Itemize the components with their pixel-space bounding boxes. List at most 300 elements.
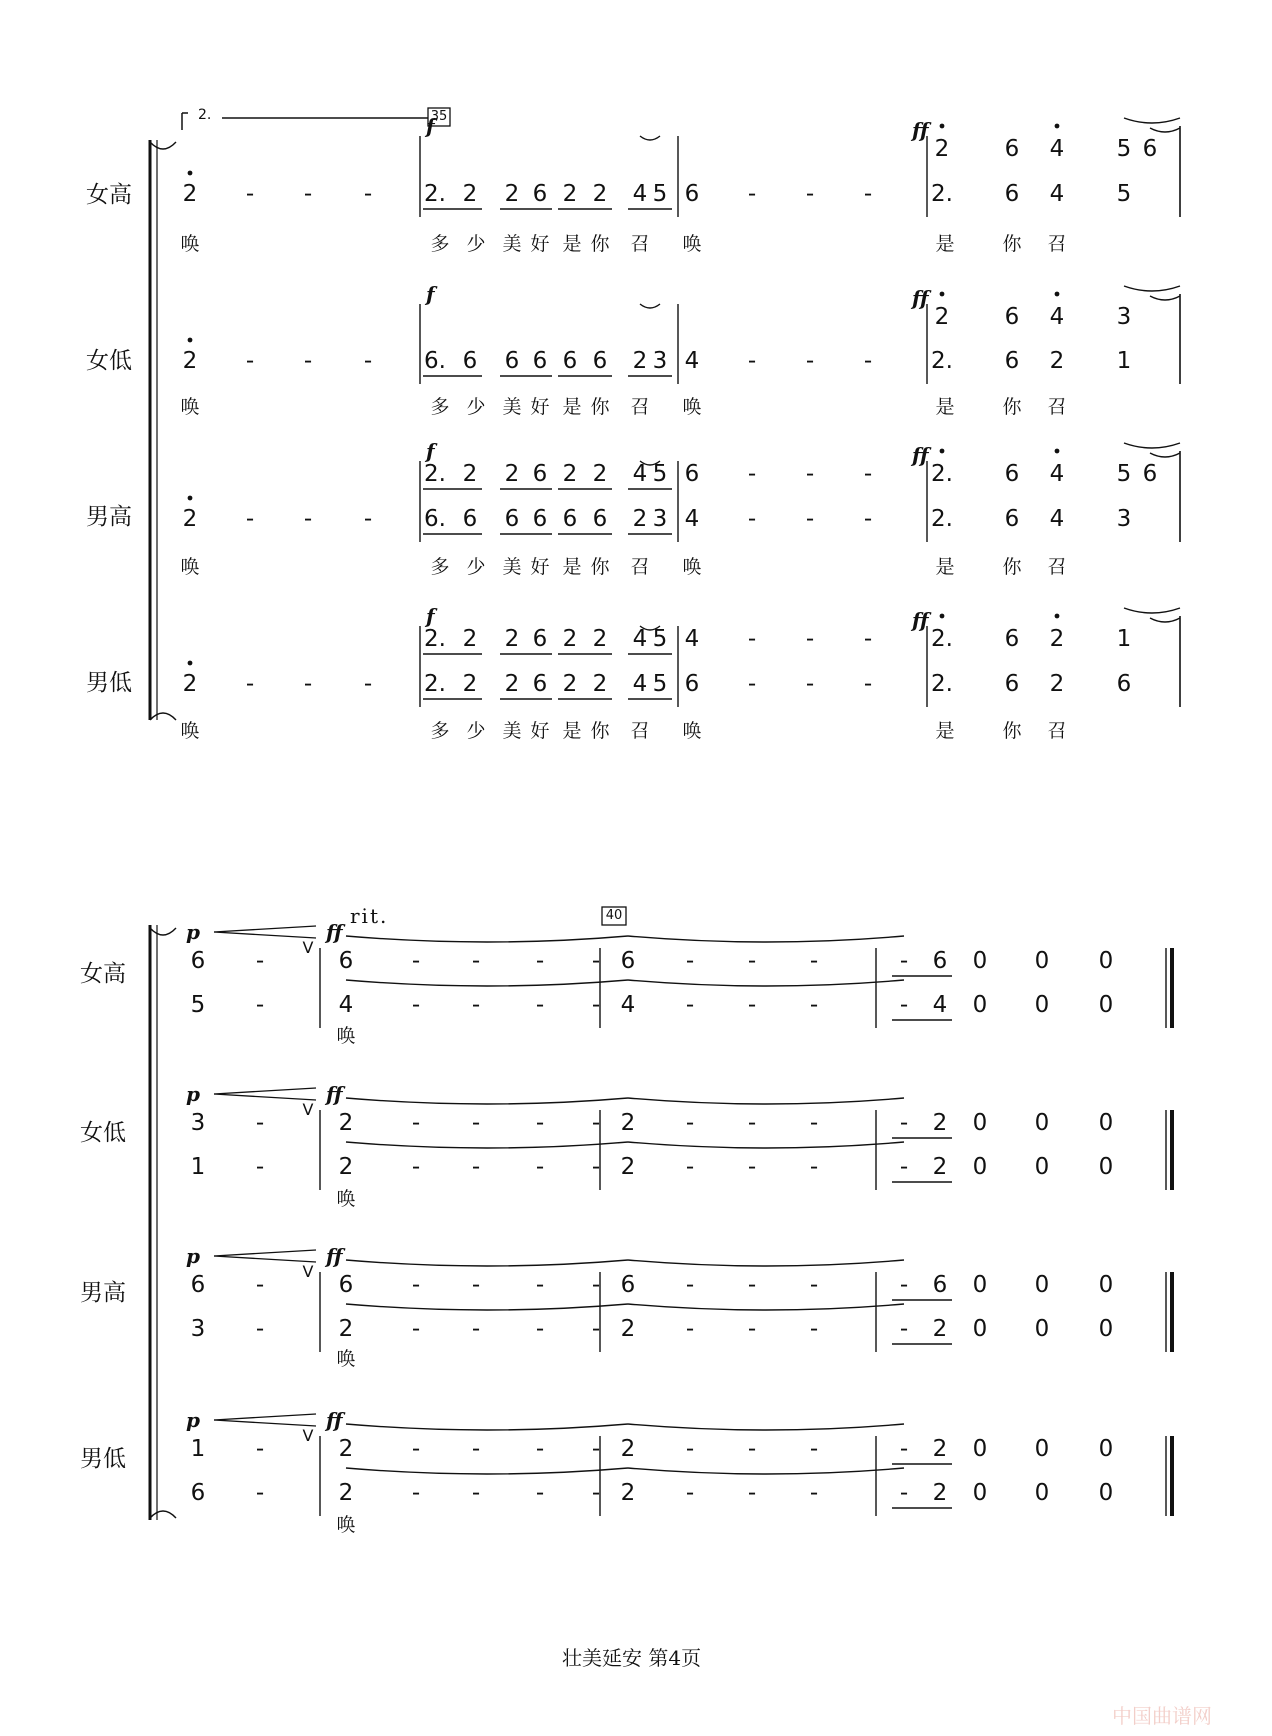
part-label: 女低 <box>86 348 132 374</box>
octave-dot-high <box>940 124 945 129</box>
note: - <box>899 1480 909 1506</box>
slur <box>640 136 660 140</box>
note: - <box>471 948 481 974</box>
note: 6 <box>190 1480 206 1506</box>
note: - <box>809 948 819 974</box>
note: - <box>747 348 757 374</box>
note: 2 <box>562 461 578 487</box>
lyric-char: 是 <box>562 720 582 742</box>
note: - <box>863 671 873 697</box>
crescendo-hairpin <box>214 926 316 932</box>
note: 2 <box>504 181 520 207</box>
note: - <box>809 992 819 1018</box>
tie <box>346 1260 628 1266</box>
note: - <box>747 1272 757 1298</box>
note: 2 <box>620 1480 636 1506</box>
note: 2 <box>462 626 478 652</box>
tie <box>1124 608 1180 613</box>
octave-dot-high <box>1055 292 1060 297</box>
note: - <box>899 1154 909 1180</box>
note: 6 <box>620 948 636 974</box>
note: 0 <box>1098 1436 1114 1462</box>
note: 5 <box>652 671 668 697</box>
note: 6 <box>1004 304 1020 330</box>
note: 6 <box>1004 136 1020 162</box>
note: 2. <box>424 626 446 652</box>
note: 5 <box>1116 181 1132 207</box>
note: 4 <box>932 992 948 1018</box>
note: 6 <box>1116 671 1132 697</box>
note: - <box>899 1436 909 1462</box>
tie <box>628 936 904 942</box>
note: - <box>863 461 873 487</box>
dynamic-mark: p <box>186 1244 200 1268</box>
note: - <box>245 181 255 207</box>
note: 2 <box>932 1316 948 1342</box>
lyric-char: 好 <box>530 720 550 742</box>
lyric-char: 召 <box>630 233 650 255</box>
lyric-char: 美 <box>502 396 522 418</box>
note: - <box>809 1436 819 1462</box>
note: 6 <box>532 626 548 652</box>
lyric-char: 你 <box>590 720 610 742</box>
note: - <box>747 992 757 1018</box>
lyric-char: 是 <box>935 556 955 578</box>
note: - <box>411 992 421 1018</box>
lyric-char: 唤 <box>682 396 702 418</box>
note: 0 <box>972 948 988 974</box>
crescendo-hairpin <box>214 1256 316 1262</box>
lyric-char: 你 <box>590 233 610 255</box>
note: 2 <box>338 1154 354 1180</box>
note: 0 <box>972 992 988 1018</box>
lyric-char: 你 <box>590 556 610 578</box>
note: - <box>303 181 313 207</box>
note: - <box>245 671 255 697</box>
note: - <box>411 1436 421 1462</box>
tie <box>1150 453 1180 457</box>
note: - <box>471 1480 481 1506</box>
note: 2 <box>182 506 198 532</box>
note: - <box>685 948 695 974</box>
note: 0 <box>972 1480 988 1506</box>
note: 2 <box>462 461 478 487</box>
note: - <box>411 948 421 974</box>
note: 2 <box>932 1480 948 1506</box>
note: 3 <box>190 1316 206 1342</box>
note: - <box>255 1480 265 1506</box>
note: 1 <box>190 1436 206 1462</box>
note: - <box>747 626 757 652</box>
note: 2 <box>1049 671 1065 697</box>
lyric-char: 唤 <box>682 556 702 578</box>
note: - <box>255 992 265 1018</box>
tie <box>628 1142 904 1148</box>
crescendo-hairpin <box>214 1414 316 1420</box>
note: 0 <box>1098 948 1114 974</box>
rehearsal-mark: 40 <box>605 908 623 923</box>
note: - <box>809 1154 819 1180</box>
note: - <box>255 1272 265 1298</box>
note: - <box>535 1436 545 1462</box>
lyric-char: 是 <box>935 233 955 255</box>
note: 5 <box>1116 136 1132 162</box>
volta-number: 2. <box>198 107 212 123</box>
note: 0 <box>1034 1480 1050 1506</box>
note: 4 <box>632 671 648 697</box>
note: 2 <box>504 626 520 652</box>
note: 3 <box>652 348 668 374</box>
note: - <box>411 1480 421 1506</box>
dynamic-mark: f <box>426 282 435 306</box>
dynamic-mark: p <box>186 920 200 944</box>
note: 0 <box>972 1154 988 1180</box>
note: 6 <box>532 181 548 207</box>
note: 2 <box>1049 626 1065 652</box>
note: - <box>591 948 601 974</box>
lyric-char: 美 <box>502 720 522 742</box>
note: 6 <box>338 948 354 974</box>
note: - <box>245 506 255 532</box>
part-label: 男低 <box>86 670 132 696</box>
note: 6 <box>338 1272 354 1298</box>
note: 2 <box>592 671 608 697</box>
note: 2 <box>504 461 520 487</box>
note: 0 <box>1034 1316 1050 1342</box>
note: 6 <box>1142 136 1158 162</box>
breath-mark: V <box>302 1262 314 1281</box>
lyric-char: 唤 <box>180 720 200 742</box>
lyric-char: 召 <box>630 556 650 578</box>
bracket-curl <box>150 1511 176 1518</box>
octave-dot-high <box>1055 614 1060 619</box>
note: 6 <box>684 671 700 697</box>
note: - <box>255 948 265 974</box>
note: 2 <box>934 304 950 330</box>
part-label: 女高 <box>86 182 132 208</box>
note: 2. <box>931 181 953 207</box>
note: - <box>747 1154 757 1180</box>
note: 4 <box>620 992 636 1018</box>
lyric-char: 你 <box>1002 720 1022 742</box>
note: - <box>471 1154 481 1180</box>
note: 6 <box>932 948 948 974</box>
note: 2 <box>592 461 608 487</box>
tie <box>628 980 904 986</box>
crescendo-hairpin <box>214 1420 316 1426</box>
breath-mark: V <box>302 1100 314 1119</box>
lyric-char: 好 <box>530 556 550 578</box>
note: 2 <box>338 1436 354 1462</box>
note: 0 <box>1098 1272 1114 1298</box>
note: - <box>591 992 601 1018</box>
lyric-char: 唤 <box>180 233 200 255</box>
note: 6 <box>1004 461 1020 487</box>
note: 2. <box>931 506 953 532</box>
note: 2 <box>620 1110 636 1136</box>
lyric-char: 召 <box>1047 556 1067 578</box>
note: - <box>591 1316 601 1342</box>
tie <box>1150 618 1180 622</box>
part-label: 男高 <box>80 1280 126 1306</box>
note: - <box>471 1110 481 1136</box>
note: 2. <box>931 626 953 652</box>
note: 2 <box>338 1480 354 1506</box>
lyric-char: 美 <box>502 233 522 255</box>
octave-dot-high <box>188 661 193 666</box>
note: 0 <box>972 1436 988 1462</box>
lyric-char: 多 <box>430 396 450 418</box>
note: - <box>805 626 815 652</box>
note: 2 <box>338 1110 354 1136</box>
page-footer: 壮美延安 第4页 <box>562 1646 702 1670</box>
note: - <box>411 1272 421 1298</box>
note: 4 <box>684 626 700 652</box>
note: - <box>591 1154 601 1180</box>
note: - <box>255 1154 265 1180</box>
note: - <box>899 992 909 1018</box>
note: - <box>685 1316 695 1342</box>
note: - <box>245 348 255 374</box>
note: - <box>411 1110 421 1136</box>
note: 2 <box>592 626 608 652</box>
note: 0 <box>1098 1316 1114 1342</box>
note: 6 <box>504 348 520 374</box>
note: 6 <box>1004 181 1020 207</box>
note: 0 <box>1034 1272 1050 1298</box>
note: 6. <box>424 506 446 532</box>
lyric-char: 你 <box>1002 396 1022 418</box>
note: 4 <box>632 181 648 207</box>
note: - <box>805 348 815 374</box>
lyric-char: 唤 <box>180 556 200 578</box>
note: - <box>303 348 313 374</box>
note: - <box>303 506 313 532</box>
note: 2 <box>632 348 648 374</box>
note: - <box>685 992 695 1018</box>
note: 6 <box>1142 461 1158 487</box>
note: 6 <box>532 671 548 697</box>
note: - <box>471 1316 481 1342</box>
breath-mark: V <box>302 1426 314 1445</box>
lyric-char: 少 <box>466 720 486 742</box>
note: 0 <box>1034 1436 1050 1462</box>
note: - <box>809 1110 819 1136</box>
note: - <box>535 1110 545 1136</box>
note: 2 <box>562 181 578 207</box>
note: - <box>899 1272 909 1298</box>
note: 4 <box>684 348 700 374</box>
lyric-char: 是 <box>562 396 582 418</box>
note: 3 <box>1116 304 1132 330</box>
lyric-char: 唤 <box>336 1348 356 1370</box>
tie <box>1124 443 1180 448</box>
note: 2 <box>182 181 198 207</box>
note: - <box>363 181 373 207</box>
note: 2 <box>504 671 520 697</box>
note: 2 <box>562 671 578 697</box>
bracket-curl <box>150 713 176 720</box>
note: - <box>747 506 757 532</box>
bracket-curl <box>150 142 176 149</box>
note: - <box>747 181 757 207</box>
note: - <box>411 1154 421 1180</box>
note: 0 <box>1098 992 1114 1018</box>
lyric-char: 召 <box>1047 396 1067 418</box>
lyric-char: 多 <box>430 720 450 742</box>
note: - <box>863 626 873 652</box>
note: 4 <box>632 626 648 652</box>
note: 0 <box>1098 1154 1114 1180</box>
note: - <box>411 1316 421 1342</box>
note: - <box>363 506 373 532</box>
octave-dot-high <box>940 449 945 454</box>
note: - <box>685 1154 695 1180</box>
lyric-char: 少 <box>466 556 486 578</box>
note: 2 <box>932 1110 948 1136</box>
note: 4 <box>338 992 354 1018</box>
lyric-char: 美 <box>502 556 522 578</box>
note: 3 <box>190 1110 206 1136</box>
tie <box>346 1424 628 1430</box>
note: - <box>863 181 873 207</box>
note: 6. <box>424 348 446 374</box>
note: - <box>747 1480 757 1506</box>
dynamic-mark: ff <box>326 1244 343 1268</box>
note: - <box>747 948 757 974</box>
note: - <box>535 1272 545 1298</box>
crescendo-hairpin <box>214 932 316 938</box>
lyric-char: 少 <box>466 233 486 255</box>
tie <box>346 936 628 942</box>
octave-dot-high <box>940 614 945 619</box>
note: - <box>535 1480 545 1506</box>
note: - <box>899 1110 909 1136</box>
note: 2. <box>424 181 446 207</box>
note: 2 <box>182 348 198 374</box>
note: 2 <box>462 671 478 697</box>
note: - <box>747 1110 757 1136</box>
note: - <box>809 1480 819 1506</box>
note: - <box>471 1436 481 1462</box>
note: 0 <box>1034 1110 1050 1136</box>
note: 4 <box>1049 461 1065 487</box>
note: - <box>255 1110 265 1136</box>
note: - <box>685 1480 695 1506</box>
tie <box>346 980 628 986</box>
note: 6 <box>190 1272 206 1298</box>
note: 6 <box>932 1272 948 1298</box>
dynamic-mark: ff <box>326 920 343 944</box>
note: - <box>255 1316 265 1342</box>
note: - <box>591 1436 601 1462</box>
note: 1 <box>1116 348 1132 374</box>
note: 6 <box>1004 671 1020 697</box>
note: 5 <box>190 992 206 1018</box>
octave-dot-high <box>188 171 193 176</box>
note: 6 <box>462 348 478 374</box>
note: - <box>685 1110 695 1136</box>
note: 6 <box>532 348 548 374</box>
tie <box>1124 286 1180 291</box>
note: 0 <box>972 1272 988 1298</box>
lyric-char: 召 <box>630 396 650 418</box>
note: 5 <box>1116 461 1132 487</box>
note: - <box>591 1272 601 1298</box>
breath-mark: V <box>302 938 314 957</box>
note: - <box>471 992 481 1018</box>
note: 0 <box>1034 1154 1050 1180</box>
crescendo-hairpin <box>214 1250 316 1256</box>
note: - <box>863 348 873 374</box>
note: 0 <box>972 1316 988 1342</box>
note: 1 <box>1116 626 1132 652</box>
note: - <box>591 1110 601 1136</box>
note: - <box>805 461 815 487</box>
note: 6 <box>462 506 478 532</box>
note: 2 <box>462 181 478 207</box>
note: 6 <box>190 948 206 974</box>
note: 2. <box>931 461 953 487</box>
note: 1 <box>190 1154 206 1180</box>
lyric-char: 是 <box>935 396 955 418</box>
note: 6 <box>684 181 700 207</box>
note: - <box>471 1272 481 1298</box>
note: 2 <box>592 181 608 207</box>
tie <box>1150 128 1180 132</box>
rehearsal-mark: 35 <box>430 109 448 124</box>
note: 2 <box>934 136 950 162</box>
bracket-curl <box>150 928 176 935</box>
note: 6 <box>562 348 578 374</box>
note: - <box>805 181 815 207</box>
note: 2. <box>931 348 953 374</box>
note: - <box>805 671 815 697</box>
octave-dot-high <box>1055 124 1060 129</box>
tie <box>346 1142 628 1148</box>
lyric-char: 多 <box>430 233 450 255</box>
note: 2 <box>562 626 578 652</box>
note: 4 <box>1049 136 1065 162</box>
note: 5 <box>652 626 668 652</box>
lyric-char: 唤 <box>180 396 200 418</box>
note: 0 <box>1098 1480 1114 1506</box>
note: 6 <box>684 461 700 487</box>
tie <box>1124 118 1180 123</box>
lyric-char: 召 <box>1047 233 1067 255</box>
lyric-char: 好 <box>530 233 550 255</box>
dynamic-mark: f <box>426 439 435 463</box>
tempo-marking: rit. <box>350 904 389 928</box>
lyric-char: 多 <box>430 556 450 578</box>
crescendo-hairpin <box>214 1088 316 1094</box>
note: - <box>747 461 757 487</box>
dynamic-mark: ff <box>912 443 929 467</box>
tie <box>628 1260 904 1266</box>
dynamic-mark: ff <box>912 118 929 142</box>
octave-dot-high <box>940 292 945 297</box>
part-label: 男低 <box>80 1446 126 1472</box>
lyric-char: 唤 <box>682 720 702 742</box>
note: - <box>747 671 757 697</box>
note: - <box>685 1272 695 1298</box>
note: 2. <box>931 671 953 697</box>
note: - <box>535 1154 545 1180</box>
lyric-char: 召 <box>630 720 650 742</box>
note: - <box>809 1316 819 1342</box>
note: 6 <box>1004 348 1020 374</box>
octave-dot-high <box>188 338 193 343</box>
